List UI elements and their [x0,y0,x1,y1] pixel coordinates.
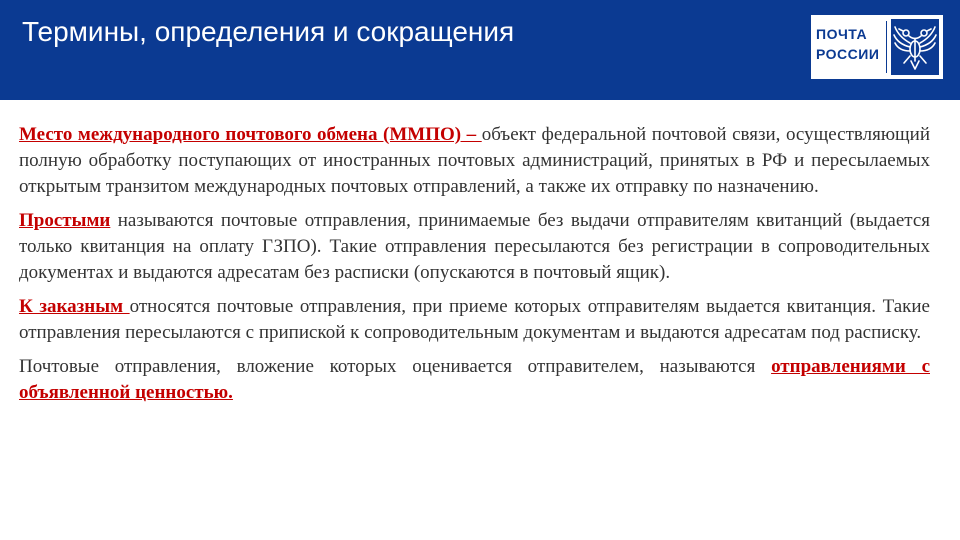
definition-registered [19,294,930,346]
definition-declared-value [19,354,930,406]
definition-mmpo [19,122,930,200]
term-declared-value: отправлениями с объявленной ценностью. [19,356,930,403]
definition-registered-text: относятся почтовые отправления, при приеме которых отправителям выдается квитанция. Такие отправления пересылаются с припиской к сопроводительным документам и выдаются адресатам под расписку. [19,296,930,343]
term-mmpo: Место международного почтового обмена (ММПО) – [19,124,482,145]
definition-declared-value-text: Почтовые отправления, вложение которых оценивается отправителем, называются [19,356,772,377]
logo-line-2: РОССИИ [816,46,880,62]
logo-separator [886,21,887,73]
definitions-content [19,122,930,414]
definition-simple-text: называются почтовые отправления, принимаемые без выдачи отправителям квитанций (выдается только квитанция на оплату ГЗПО). Такие отправления пересылаются без регистрации в сопроводительных документах и выдаются адресатам без расписки (опускаются в почтовый ящик). [19,210,930,283]
page-title: Термины, определения и сокращения [22,16,515,47]
logo-text [816,24,880,64]
logo-line-1: ПОЧТА [816,26,868,42]
term-registered: К заказным [19,296,130,317]
pochta-rossii-logo [811,15,943,79]
definition-simple [19,208,930,286]
term-simple: Простыми [19,210,111,231]
double-headed-eagle-icon [891,19,939,75]
definition-mmpo-text: объект федеральной почтовой связи, осуществляющий полную обработку поступающих от иностранных почтовых администраций, принятых в РФ и пересылаемых открытым транзитом международных почтовых отправлений, а также их отправку по назначению. [19,124,930,197]
header-bar [0,0,960,100]
